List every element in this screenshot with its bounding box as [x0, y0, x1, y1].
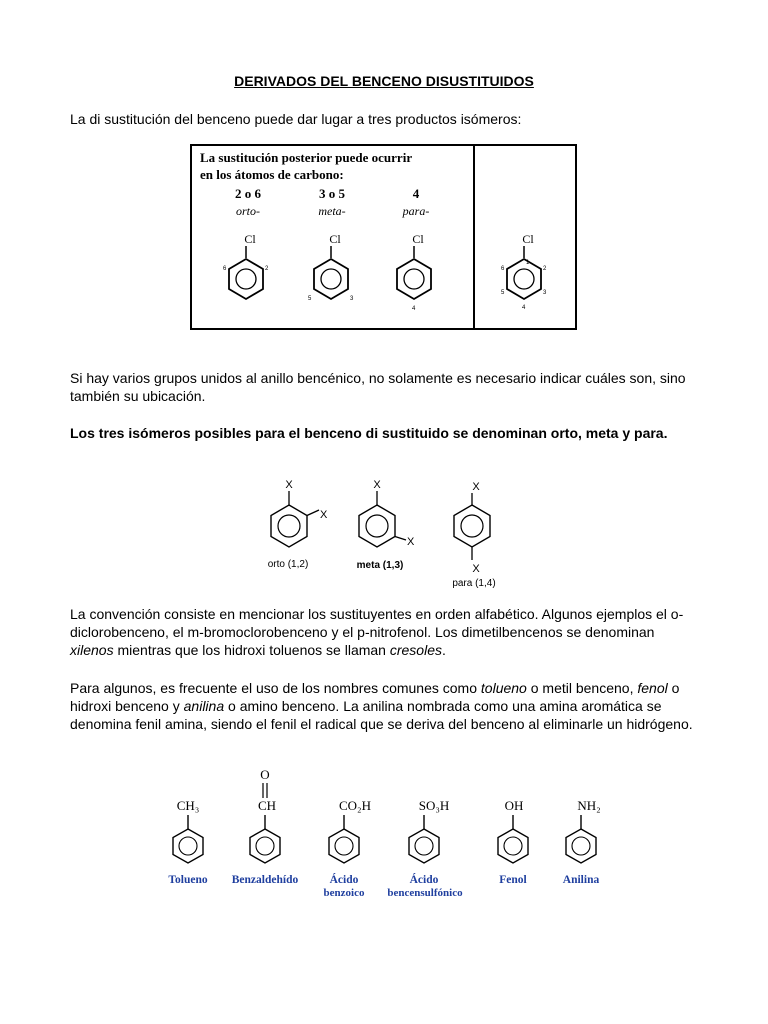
svg-text:4: 4	[522, 305, 526, 311]
aniline-label: Anilina	[562, 874, 600, 886]
figure-caption-line1: La sustitución posterior puede ocurrir	[200, 150, 413, 165]
svg-text:CH: CH	[257, 798, 277, 813]
svg-text:Cl: Cl	[412, 232, 424, 246]
aniline-structure	[563, 798, 601, 886]
svg-text:Cl: Cl	[522, 232, 534, 246]
benzoic-acid-label: Ácido	[329, 874, 359, 886]
para-isomer	[452, 481, 495, 589]
intro-paragraph: La di sustitución del benceno puede dar lugar a tres productos isómeros:	[70, 111, 522, 127]
svg-text:3: 3	[350, 296, 354, 302]
para-numbers: 4	[412, 186, 420, 201]
svg-text:6: 6	[501, 266, 505, 272]
svg-text:O: O	[260, 767, 270, 782]
benzoic-acid-structure	[324, 798, 371, 899]
paragraph-common-names: Para algunos, es frecuente el uso de los nombres comunes como tolueno o metil benceno, fenol o hidroxi benceno y anilina o amino benceno. La anilina nombrada como una amina aromática se denomina fenil amina, siendo el fenil el radical que se deriva del benceno al eliminarle un hidrógeno.	[70, 680, 693, 732]
common-derivatives-figure	[155, 765, 615, 905]
meta-isomer-label: meta (1,3)	[356, 560, 404, 571]
benzenesulfonic-acid-label: Ácido	[409, 874, 439, 886]
svg-text:NH₂: NH₂	[577, 798, 601, 813]
orto-isomer-label: orto (1,2)	[267, 559, 309, 570]
phenol-structure	[498, 798, 528, 886]
para-isomer-label: para (1,4)	[452, 578, 496, 589]
svg-text:5: 5	[308, 296, 312, 302]
svg-text:5: 5	[501, 290, 505, 296]
chlorobenzene-orto-ring	[223, 232, 269, 299]
svg-text:6: 6	[223, 266, 227, 272]
svg-text:1: 1	[526, 260, 530, 266]
orto-label: orto-	[236, 204, 260, 218]
svg-text:X: X	[320, 509, 328, 521]
benzenesulfonic-acid-structure	[387, 798, 463, 899]
svg-text:4: 4	[412, 306, 416, 312]
toluene-structure	[168, 798, 207, 886]
svg-text:3: 3	[543, 290, 547, 296]
para-label: para-	[402, 204, 430, 218]
toluene-label: Tolueno	[168, 874, 208, 886]
svg-text:X: X	[407, 536, 415, 548]
svg-text:CO₂H: CO₂H	[339, 798, 371, 813]
orto-numbers: 2 o 6	[235, 186, 261, 201]
benzaldehyde-structure	[232, 767, 299, 886]
svg-text:SO₃H: SO₃H	[418, 798, 450, 813]
isomers-figure	[250, 472, 510, 594]
benzenesulfonic-acid-label-2: bencensulfónico	[387, 887, 463, 899]
page-title: DERIVADOS DEL BENCENO DISUSTITUIDOS	[234, 73, 534, 89]
chlorobenzene-para-ring	[397, 232, 431, 312]
svg-text:OH: OH	[504, 798, 524, 813]
svg-text:Cl: Cl	[329, 232, 341, 246]
paragraph-convention: La convención consiste en mencionar los sustituyentes en orden alfabético. Algunos ejemplos el o-diclorobenceno, el m-bromoclorobenceno y el p-nitrofenol. Los dimetilbencenos se denominan xilenos mientras que los hidroxi toluenos se llaman cresoles.	[70, 606, 684, 658]
svg-text:X: X	[472, 563, 480, 575]
svg-text:2: 2	[543, 266, 547, 272]
chlorobenzene-meta-ring	[308, 232, 354, 302]
benzoic-acid-label-2: benzoico	[323, 887, 365, 899]
svg-text:X: X	[285, 479, 293, 491]
svg-text:Cl: Cl	[244, 232, 256, 246]
paragraph-three-isomers: Los tres isómeros posibles para el benceno di sustituido se denominan orto, meta y para.	[70, 425, 668, 441]
meta-label: meta-	[318, 204, 346, 218]
svg-text:2: 2	[265, 266, 269, 272]
svg-text:X: X	[472, 481, 480, 493]
meta-isomer	[357, 479, 415, 571]
benzaldehyde-label: Benzaldehído	[231, 874, 299, 886]
paragraph-groups-location: Si hay varios grupos unidos al anillo bencénico, no solamente es necesario indicar cuáles son, sino también su ubicación.	[70, 370, 686, 404]
chlorobenzene-numbered-ring	[501, 232, 547, 311]
svg-text:X: X	[373, 479, 381, 491]
substitution-positions-figure	[190, 142, 580, 332]
orto-isomer	[268, 479, 328, 570]
figure-caption-line2: en los átomos de carbono:	[200, 167, 344, 182]
svg-text:CH₃: CH₃	[176, 798, 200, 813]
phenol-label: Fenol	[499, 874, 527, 886]
meta-numbers: 3 o 5	[319, 186, 345, 201]
